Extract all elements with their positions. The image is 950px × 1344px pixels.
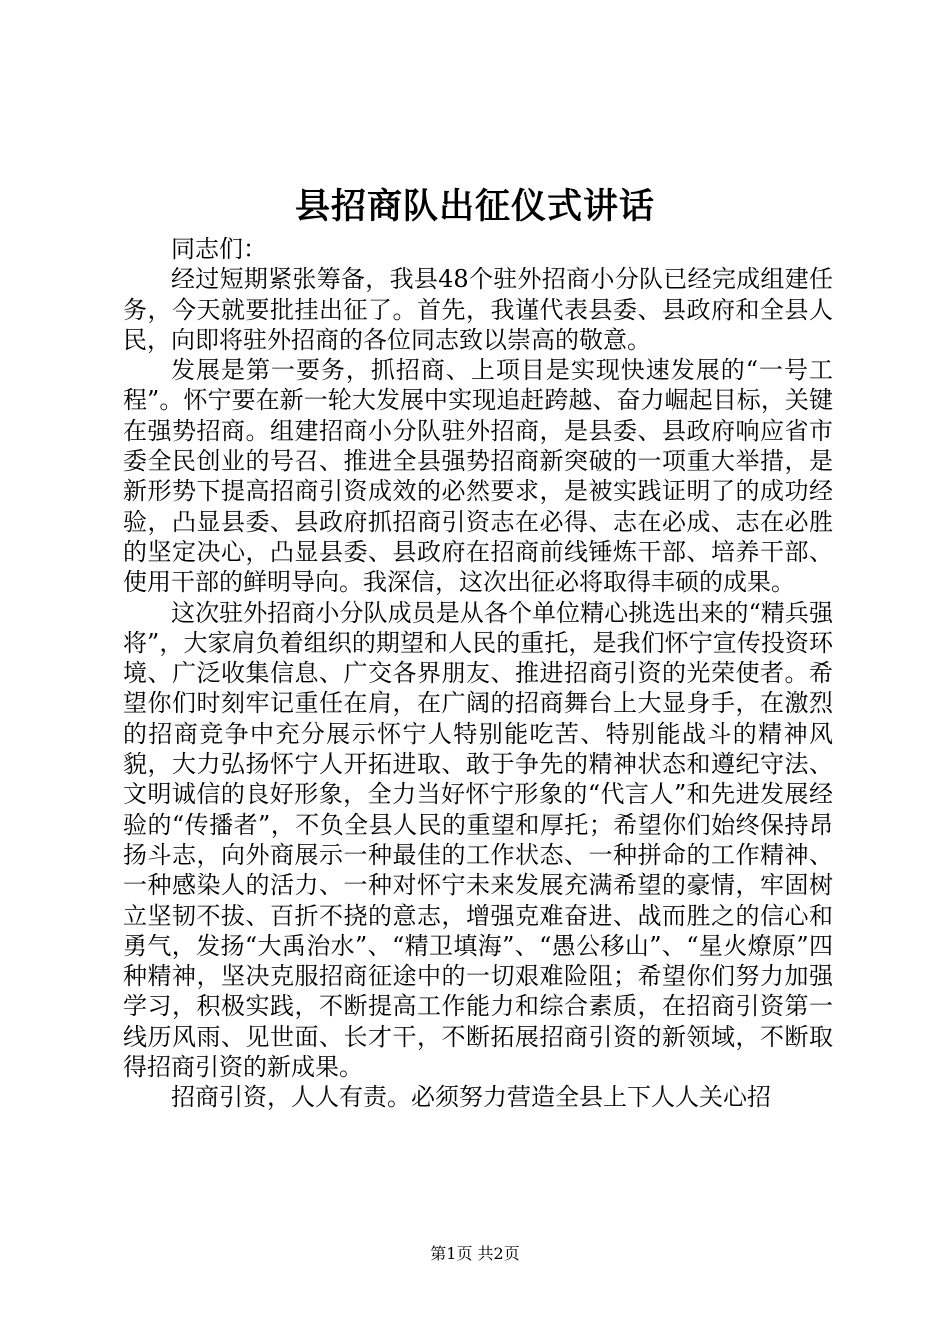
salutation: 同志们： [171, 235, 267, 263]
document-body [123, 234, 833, 1113]
paragraph-3: 这次驻外招商小分队成员是从各个单位精心挑选出来的“精兵强将”，大家肩负着组织的期望和人民的重托，是我们怀宁宣传投资环境、广泛收集信息、广交各界朋友、推进招商引资的光荣使者。希望你们时刻牢记重任在肩，在广阔的招商舞台上大显身手，在激烈的招商竞争中充分展示怀宁人特别能吃苦、特别能战斗的精神风貌，大力弘扬怀宁人开拓进取、敢于争先的精神状态和遵纪守法、文明诚信的良好形象，全力当好怀宁形象的“代言人”和先进发展经验的“传播者”，不负全县人民的重望和厚托；希望你们始终保持昂扬斗志，向外商展示一种最佳的工作状态、一种拼命的工作精神、一种感染人的活力、一种对怀宁未来发展充满希望的豪情，牢固树立坚韧不拔、百折不挠的意志，增强克难奋进、战而胜之的信心和勇气，发扬“大禹治水”、“精卫填海”、“愚公移山”、“星火燎原”四种精神，坚决克服招商征途中的一切艰难险阻；希望你们努力加强学习，积极实践，不断提高工作能力和综合素质，在招商引资第一线历风雨、见世面、长才干，不断拓展招商引资的新领域，不断取得招商引资的新成果。 [123, 598, 833, 1082]
paragraph-2: 发展是第一要务，抓招商、上项目是实现快速发展的“一号工程”。怀宁要在新一轮大发展中实现追赶跨越、奋力崛起目标，关键在强势招商。组建招商小分队驻外招商，是县委、县政府响应省市委全民创业的号召、推进全县强势招商新突破的一项重大举措，是新形势下提高招商引资成效的必然要求，是被实践证明了的成功经验，凸显县委、县政府抓招商引资志在必得、志在必成、志在必胜的坚定决心，凸显县委、县政府在招商前线锤炼干部、培养干部、使用干部的鲜明导向。我深信，这次出征必将取得丰硕的成果。 [123, 356, 833, 597]
page-footer: 第1页 共2页 [430, 1244, 520, 1263]
paragraph-1: 经过短期紧张筹备，我县48个驻外招商小分队已经完成组建任务，今天就要批挂出征了。首先，我谨代表县委、县政府和全县人民，向即将驻外招商的各位同志致以崇高的敬意。 [123, 265, 833, 354]
document-title: 县招商队出征仪式讲话 [294, 186, 655, 227]
paragraph-4: 招商引资，人人有责。必须努力营造全县上下人人关心招 [171, 1083, 771, 1112]
